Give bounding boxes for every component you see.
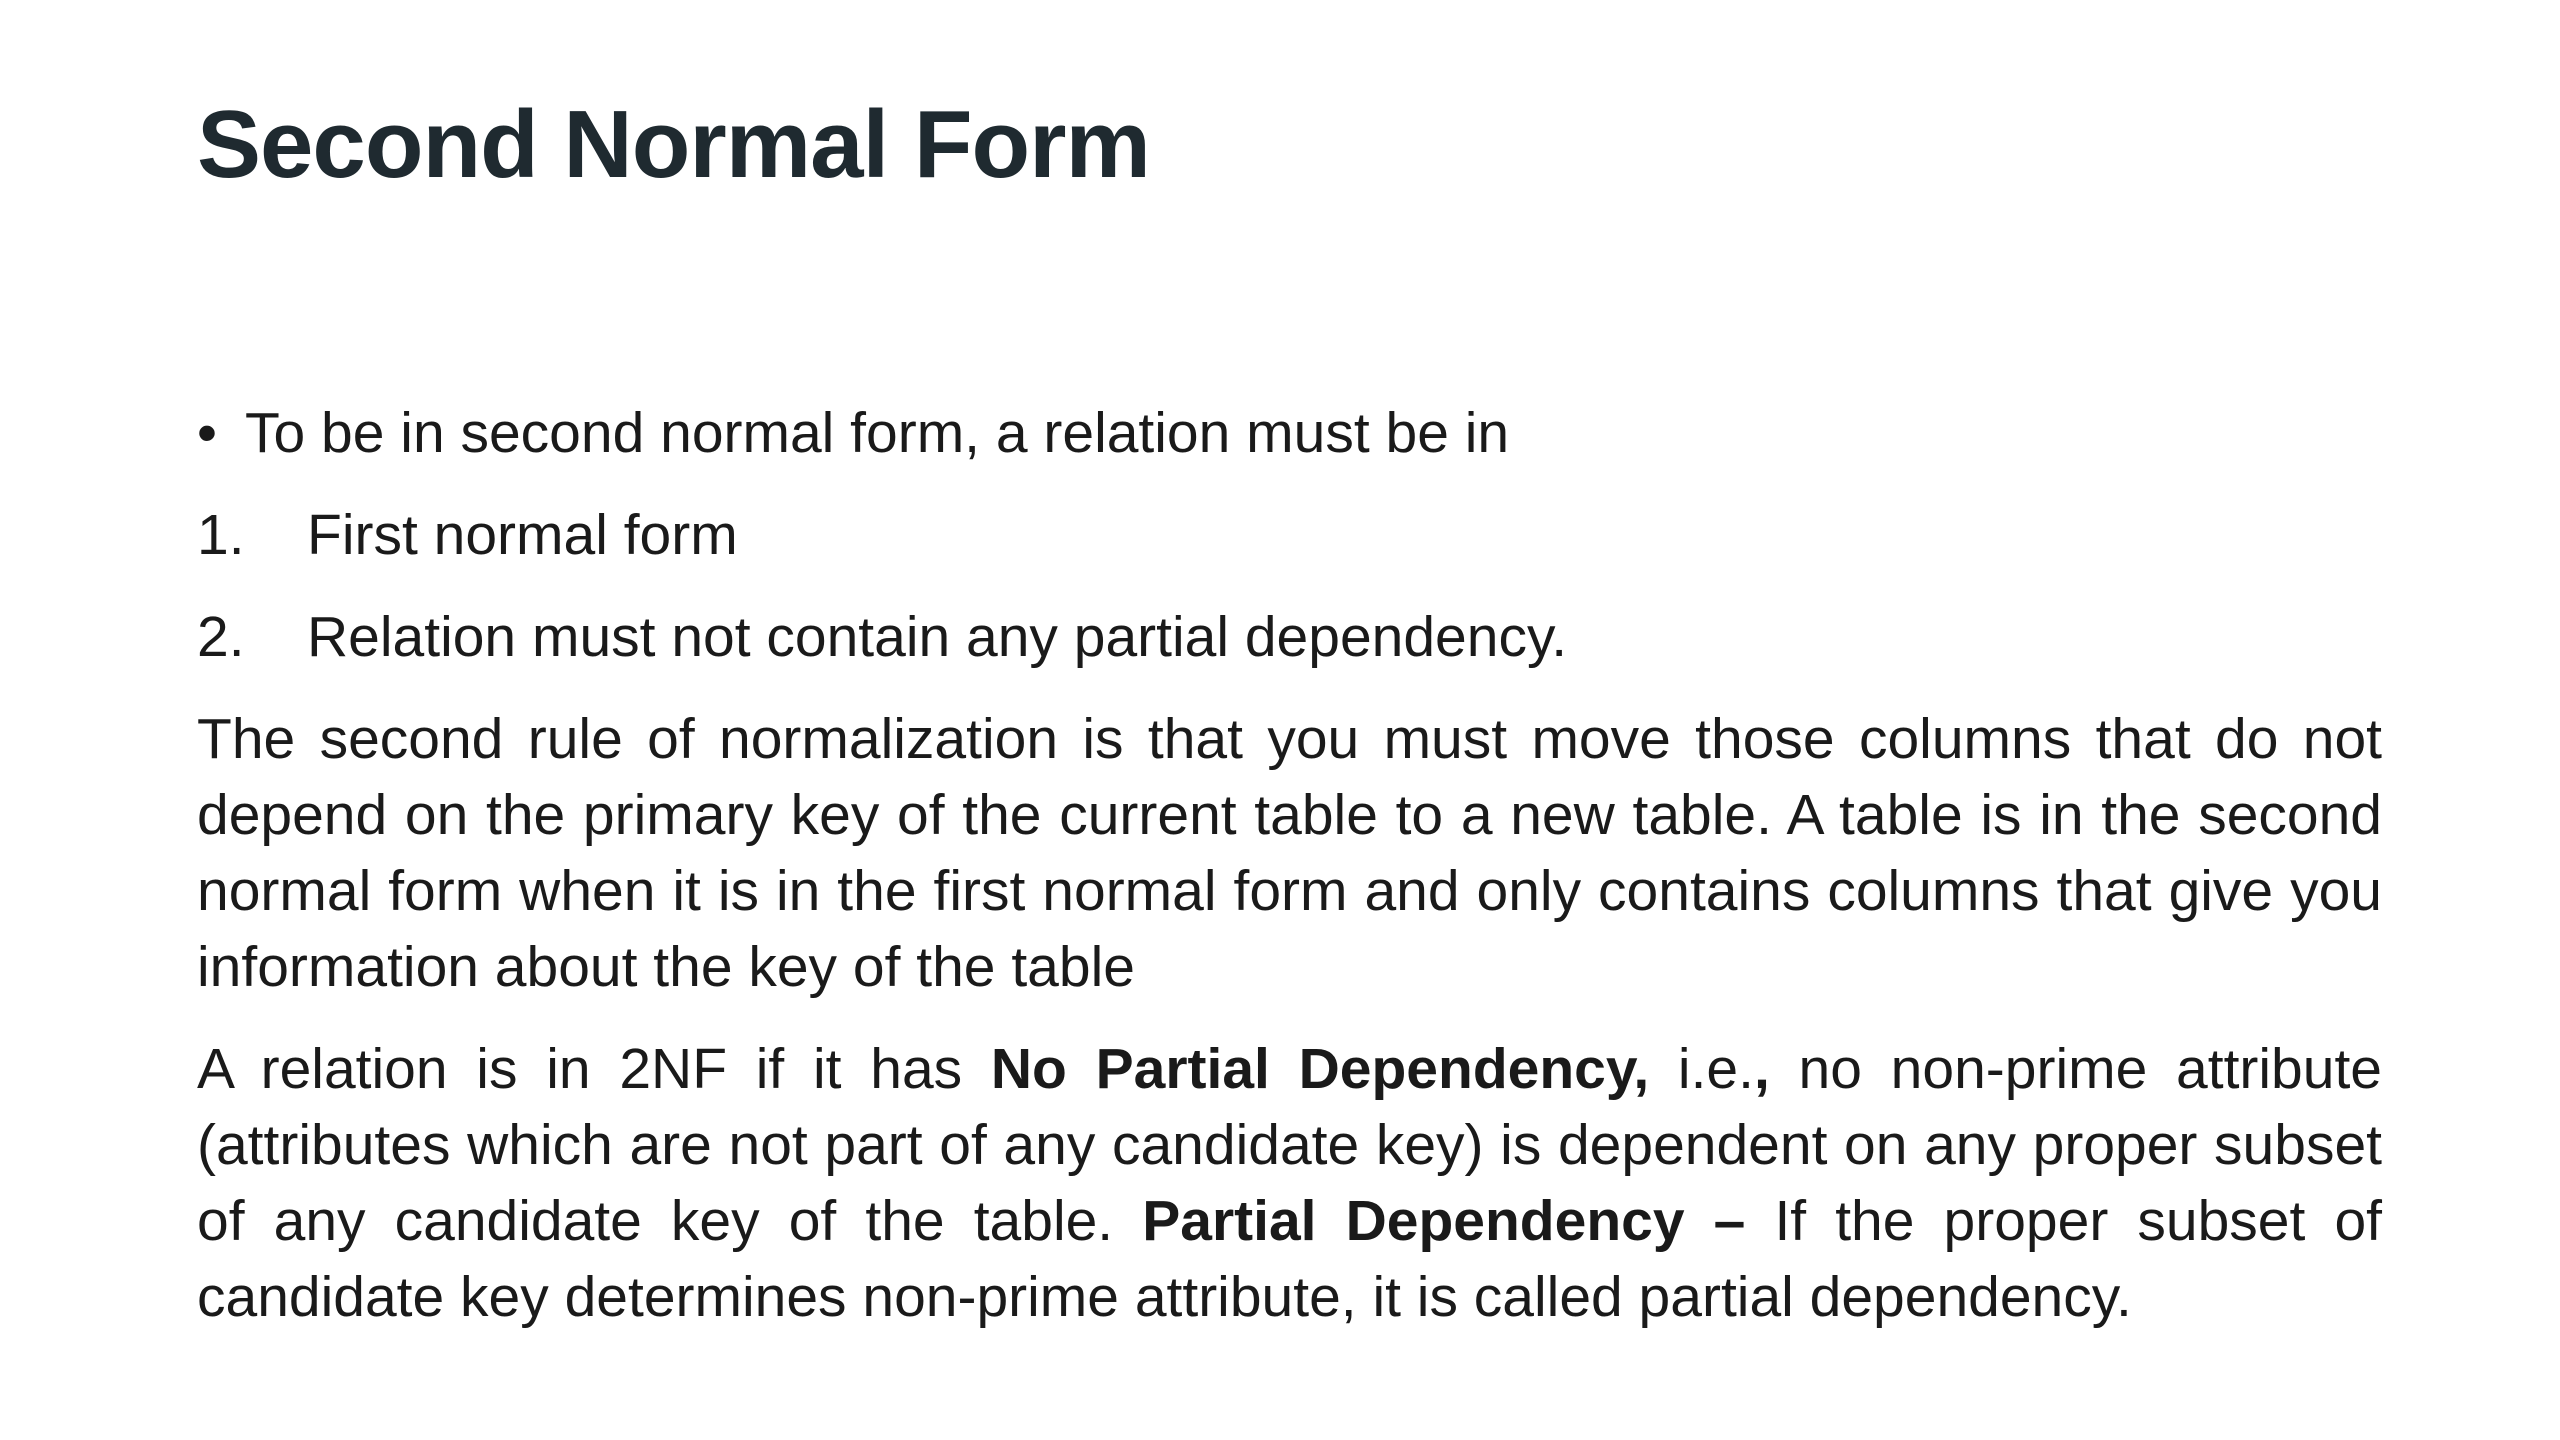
paragraph-2nf-bold-no-partial: No Partial Dependency, (990, 1037, 1650, 1101)
numbered-item-1 (197, 497, 2382, 573)
numbered-marker-2: 2. (197, 605, 245, 669)
slide-content (197, 395, 2382, 1361)
numbered-text-1: First normal form (307, 503, 738, 567)
paragraph-2nf-text-1: A relation is in 2NF if it has (197, 1037, 991, 1101)
numbered-item-2 (197, 599, 2382, 675)
bullet-marker: • (197, 401, 217, 465)
paragraph-2nf-bold-comma: , (1753, 1037, 1770, 1101)
slide-title: Second Normal Form (197, 91, 1150, 198)
bullet-text: To be in second normal form, a relation must be in (245, 401, 1510, 465)
paragraph-2nf-text-4: If the proper subset of candidate key determines non-prime attribute, it is called partial dependency. (197, 1189, 2382, 1329)
paragraph-2nf-text-2: i.e. (1649, 1037, 1754, 1101)
paragraph-normalization-rule: The second rule of normalization is that you must move those columns that do not depend on the primary key of the current table to a new table. A table is in the second normal form when it is in the first normal form and only contains columns that give you information about the key of the table (197, 707, 2382, 999)
numbered-marker-1: 1. (197, 503, 245, 567)
paragraph-2nf-bold-partial-dependency: Partial Dependency – (1142, 1189, 1746, 1253)
bullet-item (197, 395, 2382, 471)
numbered-text-2: Relation must not contain any partial dependency. (307, 605, 1568, 669)
paragraph-2nf-text-3: no non-prime attribute (attributes which are not part of any candidate key) is dependent on any proper subset of any candidate key of the table. (197, 1037, 2382, 1253)
paragraph-2nf-definition (197, 1031, 2382, 1335)
